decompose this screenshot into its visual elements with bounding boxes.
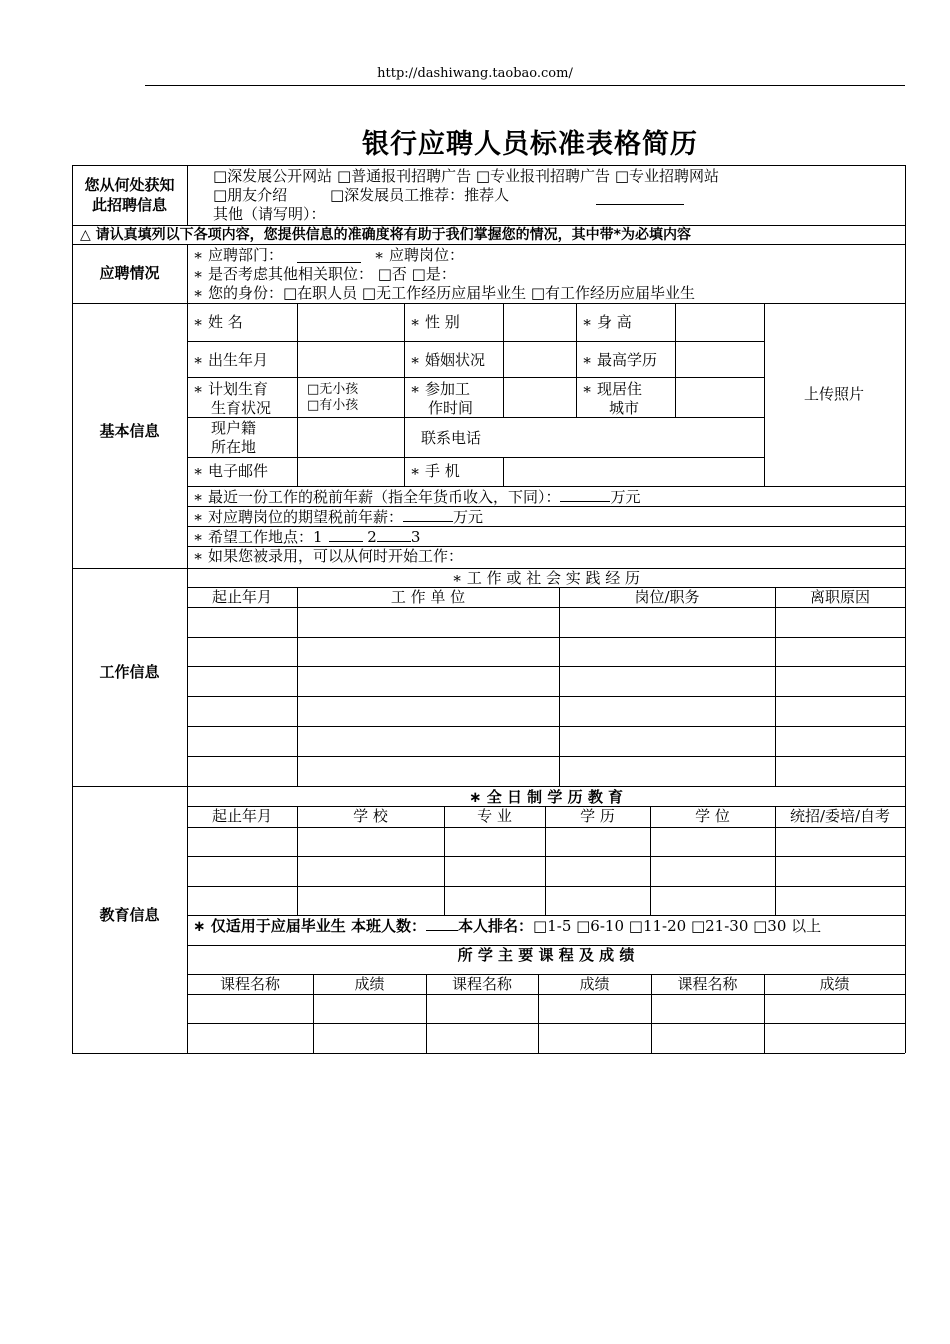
grid-line (187, 607, 905, 608)
course-header-5: 成绩 (819, 975, 850, 993)
edu-header-0: 起止年月 (211, 807, 272, 825)
source-options-line1[interactable]: □深发展公开网站 □普通报刊招聘广告 □专业报刊招聘广告 □专业招聘网站 (213, 167, 719, 185)
identity-options[interactable]: ∗ 您的身份：□在职人员 □无工作经历应届毕业生 □有工作经历应届毕业生 (193, 284, 696, 302)
header-rule (145, 85, 905, 86)
grid-line (675, 303, 676, 417)
referrer-blank[interactable] (596, 204, 684, 205)
grid-line (187, 666, 905, 667)
grid-line (297, 303, 298, 417)
hukou-label-2: 所在地 (211, 438, 257, 456)
grid-line (404, 417, 405, 486)
grid-line (503, 457, 504, 486)
source-other[interactable]: 其他（请写明）： (213, 205, 326, 223)
name-label: ∗ 姓 名 (193, 313, 243, 331)
city-label-2: 城市 (609, 399, 640, 417)
grid-line (187, 696, 905, 697)
location-1-blank[interactable] (329, 527, 363, 542)
course-header-4: 课程名称 (677, 975, 738, 993)
grid-line (72, 165, 905, 166)
header-url: http://dashiwang.taobao.com/ (377, 66, 573, 81)
worktime-label-1: ∗ 参加工 (410, 380, 470, 398)
grid-line (72, 786, 905, 787)
application-label: 应聘情况 (99, 264, 160, 282)
expected-salary-blank[interactable] (403, 507, 453, 522)
edu-header-1: 学 校 (353, 807, 388, 825)
source-friend-option[interactable]: □朋友介绍 (213, 186, 288, 204)
marital-label: ∗ 婚姻状况 (410, 351, 485, 369)
courses-title: 所 学 主 要 课 程 及 成 绩 (457, 946, 635, 964)
course-header-2: 课程名称 (451, 975, 512, 993)
height-label: ∗ 身 高 (582, 313, 632, 331)
grid-line (187, 417, 764, 418)
grid-line (297, 417, 298, 486)
edu-header-4: 学 位 (695, 807, 730, 825)
work-header-1: 工 作 单 位 (390, 588, 466, 606)
grid-line (187, 637, 905, 638)
grid-line (503, 303, 504, 417)
course-header-1: 成绩 (354, 975, 385, 993)
rank-label: 本人排名： (458, 917, 534, 935)
work-header-2: 岗位/职务 (634, 588, 700, 606)
grid-line (404, 303, 405, 417)
source-label-1: 您从何处获知 (84, 176, 175, 194)
phone-label: 联系电话 (421, 429, 482, 447)
apply-dept: ∗ 应聘部门： (193, 246, 283, 264)
edu-header-3: 学 历 (580, 807, 615, 825)
other-position-question[interactable]: ∗ 是否考虑其他相关职位： □否 □是： (193, 265, 456, 283)
grid-line (187, 756, 905, 757)
notice-text: △ 请认真填列以下各项内容，您提供信息的准确度将有助于我们掌握您的情况，其中带*为必填内容 (80, 227, 691, 243)
email-label: ∗ 电子邮件 (193, 462, 268, 480)
grid-line (775, 587, 776, 786)
upload-photo-area[interactable]: 上传照片 (803, 385, 864, 403)
grid-line (187, 994, 905, 995)
hukou-label-1: 现户籍 (211, 419, 257, 437)
grid-line (187, 827, 905, 828)
grid-line (559, 587, 560, 786)
location-label: ∗ 希望工作地点：1 (193, 528, 323, 546)
class-size-blank[interactable] (426, 916, 458, 931)
city-label-1: ∗ 现居住 (582, 380, 642, 398)
birth-label: ∗ 出生年月 (193, 351, 268, 369)
recent-salary-blank[interactable] (560, 487, 610, 502)
work-header-0: 起止年月 (211, 588, 272, 606)
start-date-question[interactable]: ∗ 如果您被录用，可以从何时开始工作： (193, 547, 463, 565)
edu-label: 教育信息 (99, 906, 160, 924)
expected-salary (193, 507, 483, 527)
recent-salary-unit: 万元 (610, 488, 641, 506)
apply-dept-blank[interactable] (297, 262, 361, 263)
grid-line (187, 1023, 905, 1024)
recent-salary (193, 487, 640, 507)
work-section-title: ∗ 工 作 或 社 会 实 践 经 历 (451, 569, 641, 587)
grid-line (72, 1053, 905, 1054)
course-header-3: 成绩 (579, 975, 610, 993)
basic-label: 基本信息 (99, 422, 160, 440)
page-title: 银行应聘人员标准表格简历 (362, 129, 698, 160)
grid-line (297, 587, 298, 786)
grid-line (187, 856, 905, 857)
grid-line (187, 341, 764, 342)
edu-header-5: 统招/委培/自考 (789, 807, 891, 825)
no-child-option[interactable]: □无小孩 (307, 382, 359, 397)
edu-header-2: 专 业 (477, 807, 512, 825)
grid-line (187, 244, 188, 1053)
expected-salary-unit: 万元 (452, 508, 483, 526)
location-2-label: 2 (367, 528, 377, 546)
class-size-label: ∗ 仅适用于应届毕业生 本班人数： (193, 917, 427, 935)
graduate-rank (193, 916, 821, 936)
family-plan-label-2: 生育状况 (211, 399, 272, 417)
grid-line (576, 303, 577, 417)
grid-line (187, 165, 188, 225)
source-label-2: 此招聘信息 (91, 196, 167, 214)
recent-salary-text: ∗ 最近一份工作的税前年薪（指全年货币收入，下同）： (193, 488, 561, 506)
education-label: ∗ 最高学历 (582, 351, 657, 369)
course-header-0: 课程名称 (219, 975, 280, 993)
family-plan-label-1: ∗ 计划生育 (193, 380, 268, 398)
mobile-label: ∗ 手 机 (410, 462, 460, 480)
work-location (193, 527, 420, 547)
worktime-label-2: 作时间 (428, 399, 474, 417)
grid-line (905, 165, 906, 1053)
grid-line (187, 886, 905, 887)
gender-label: ∗ 性 别 (410, 313, 460, 331)
work-label: 工作信息 (99, 663, 160, 681)
location-3-label: 3 (410, 528, 421, 546)
grid-line (187, 457, 764, 458)
source-referral-option[interactable]: □深发展员工推荐：推荐人 (330, 186, 510, 204)
grid-line (72, 303, 905, 304)
rank-options[interactable]: □1-5 □6-10 □11-20 □21-30 □30 以上 (533, 917, 822, 935)
grid-line (187, 726, 905, 727)
grid-line (187, 377, 764, 378)
work-header-3: 离职原因 (809, 588, 870, 606)
location-2-blank[interactable] (377, 527, 411, 542)
expected-salary-text: ∗ 对应聘岗位的期望税前年薪： (193, 508, 403, 526)
edu-section-title: ∗ 全 日 制 学 历 教 育 (468, 788, 624, 806)
has-child-option[interactable]: □有小孩 (307, 398, 359, 413)
apply-post[interactable]: ∗ 应聘岗位： (374, 246, 464, 264)
